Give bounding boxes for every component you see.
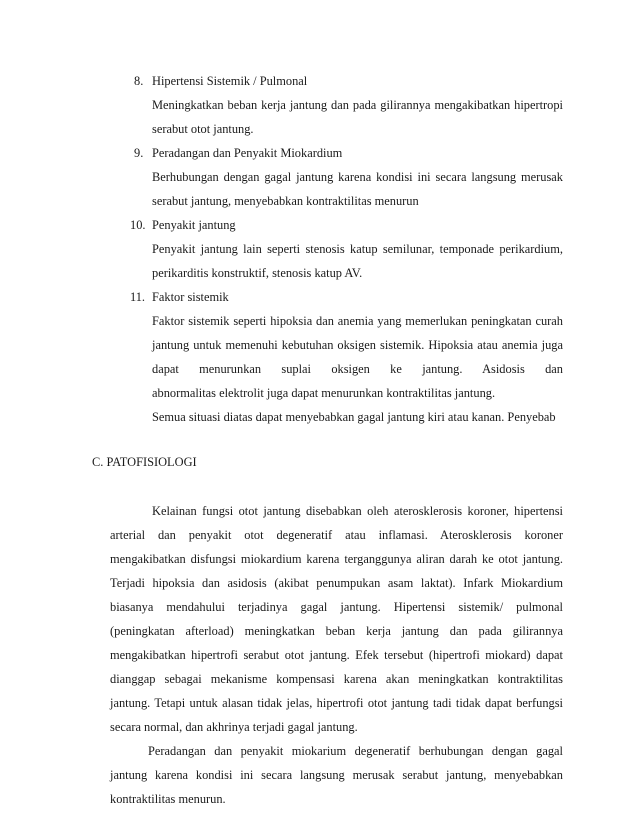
list-item-text: Faktor sistemik seperti hipoksia dan anemia yang memerlukan peningkatan curah bbox=[152, 314, 563, 328]
list-item-title: Penyakit jantung bbox=[152, 218, 236, 232]
paragraph-line: jantung. Tetapi untuk alasan tidak jelas, hipertrofi otot jantung tadi tidak dapat berfungsi bbox=[110, 696, 563, 710]
paragraph-line: Peradangan dan penyakit miokarium degeneratif berhubungan dengan gagal bbox=[148, 744, 563, 758]
paragraph-line: kontraktilitas menurun. bbox=[110, 792, 226, 806]
list-item-number: 10. bbox=[130, 218, 146, 232]
list-item-text: perikarditis konstruktif, stenosis katup AV. bbox=[152, 266, 363, 280]
paragraph-line: Terjadi hipoksia dan asidosis (akibat penumpukan asam laktat). Infark Miokardium bbox=[110, 576, 563, 590]
list-item-title: Faktor sistemik bbox=[152, 290, 229, 304]
paragraph-line: dianggap sebagai mekanisme kompensasi karena akan meningkatkan kontraktilitas bbox=[110, 672, 563, 686]
list-item-text: Penyakit jantung lain seperti stenosis katup semilunar, temponade perikardium, bbox=[152, 242, 563, 256]
paragraph-line: (peningkatan afterload) meningkatkan beban kerja jantung dan pada gilirannya bbox=[110, 624, 563, 638]
paragraph-line: mengakibatkan hipertrofi serabut otot jantung. Efek tersebut (hipertrofi miokard) dapat bbox=[110, 648, 563, 662]
paragraph-line: mengakibatkan disfungsi miokardium karena terganggunya aliran darah ke otot jantung. bbox=[110, 552, 563, 566]
paragraph-line: arterial dan penyakit otot degeneratif atau inflamasi. Aterosklerosis koroner bbox=[110, 528, 563, 542]
list-item-text: dapat menurunkan suplai oksigen ke jantung. Asidosis dan bbox=[152, 362, 563, 376]
list-item-text: serabut jantung, menyebabkan kontraktilitas menurun bbox=[152, 194, 419, 208]
list-item-text: Meningkatkan beban kerja jantung dan pada gilirannya mengakibatkan hipertropi bbox=[152, 98, 563, 112]
list-item-text: jantung untuk memenuhi kebutuhan oksigen sistemik. Hipoksia atau anemia juga bbox=[152, 338, 563, 352]
list-item-title: Hipertensi Sistemik / Pulmonal bbox=[152, 74, 308, 88]
list-item-title: Peradangan dan Penyakit Miokardium bbox=[152, 146, 343, 160]
paragraph-line: Kelainan fungsi otot jantung disebabkan oleh aterosklerosis koroner, hipertensi bbox=[152, 504, 563, 518]
list-item-number: 9. bbox=[134, 146, 144, 160]
list-item-number: 8. bbox=[134, 74, 144, 88]
list-item-text: Berhubungan dengan gagal jantung karena kondisi ini secara langsung merusak bbox=[152, 170, 563, 184]
list-item-text: Semua situasi diatas dapat menyebabkan gagal jantung kiri atau kanan. Penyebab bbox=[152, 410, 556, 424]
paragraph-line: biasanya mendahului terjadinya gagal jantung. Hipertensi sistemik/ pulmonal bbox=[110, 600, 563, 614]
list-item-text: serabut otot jantung. bbox=[152, 122, 254, 136]
paragraph-line: jantung karena kondisi ini secara langsung merusak serabut jantung, menyebabkan bbox=[110, 768, 563, 782]
list-item-number: 11. bbox=[130, 290, 146, 304]
paragraph-line: secara normal, dan akhrinya terjadi gagal jantung. bbox=[110, 720, 358, 734]
list-item-text: abnormalitas elektrolit juga dapat menurunkan kontraktilitas jantung. bbox=[152, 386, 496, 400]
section-heading: C. PATOFISIOLOGI bbox=[92, 455, 197, 469]
